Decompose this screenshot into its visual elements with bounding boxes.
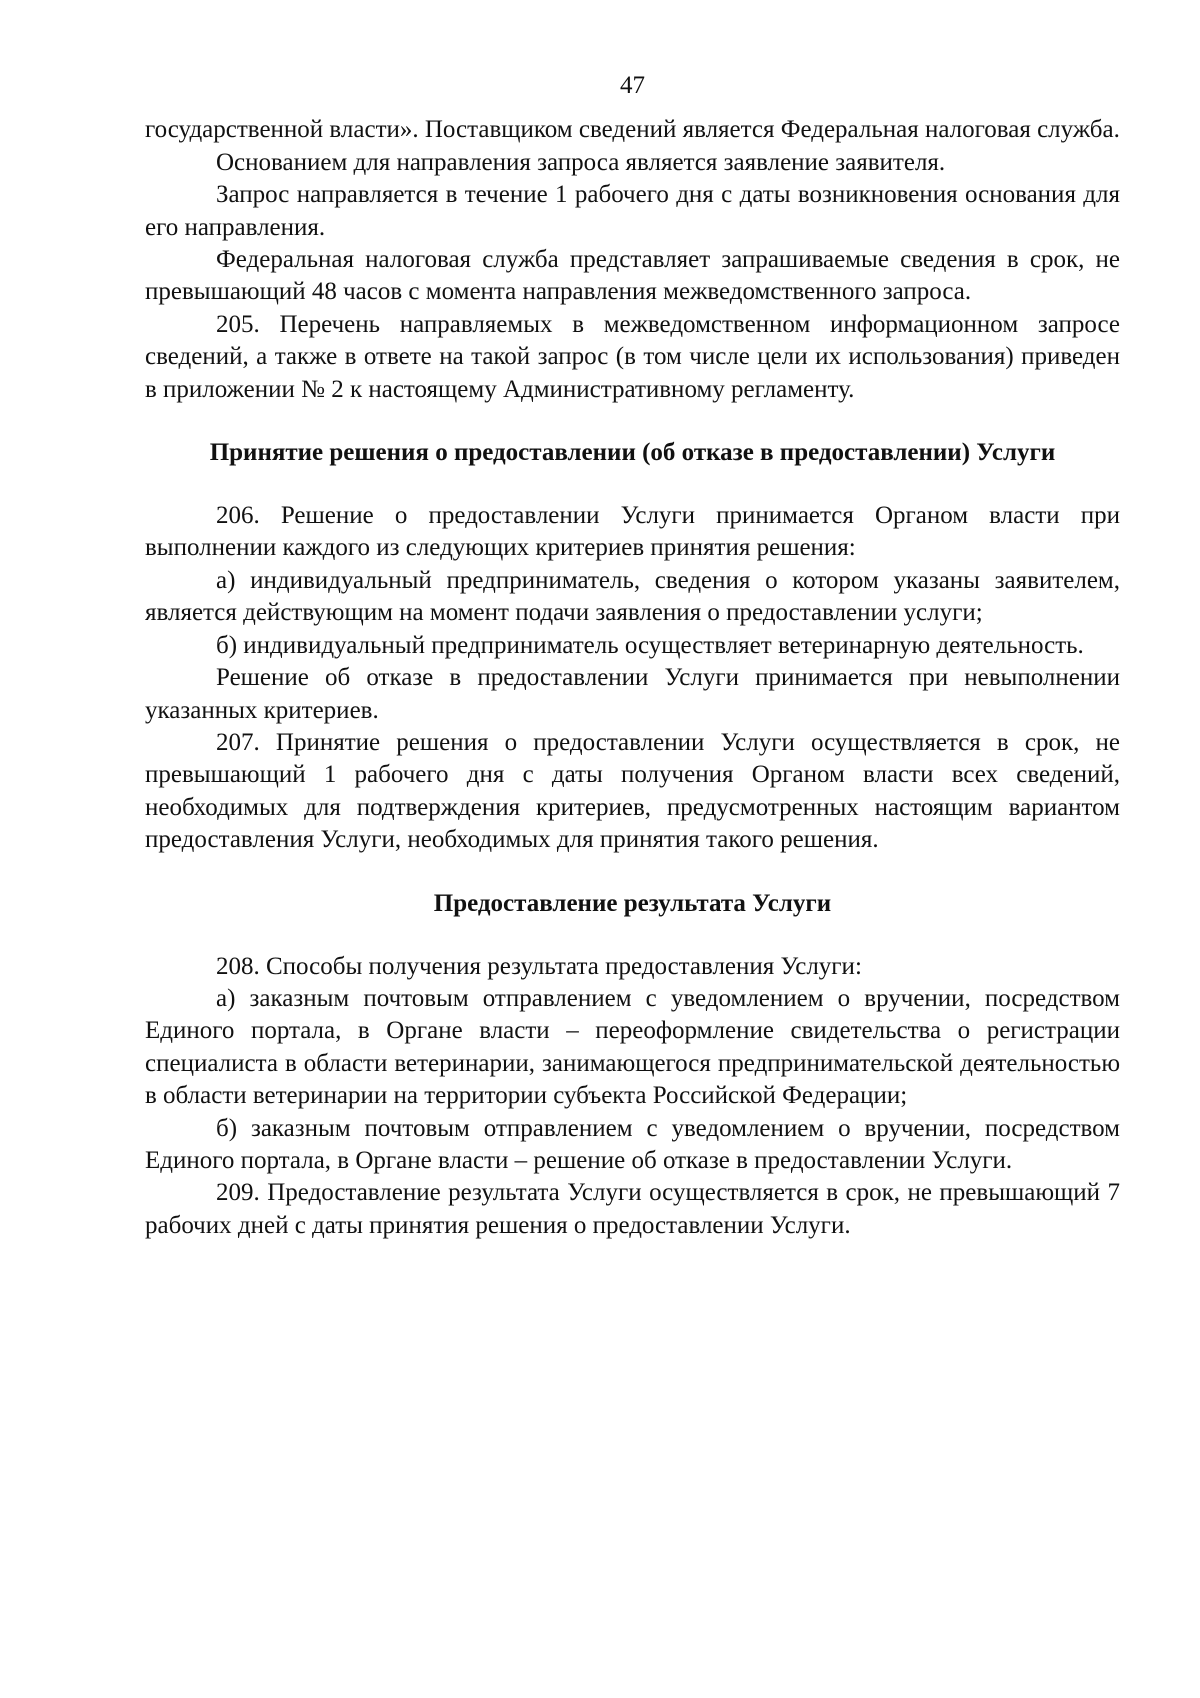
page-number: 47 bbox=[620, 72, 645, 99]
paragraph-209: 209. Предоставление результата Услуги осуществляется в срок, не превышающий 7 рабочих дней с даты принятия решения о предоставлении Услуги. bbox=[145, 1179, 1120, 1239]
paragraph-206-b: б) индивидуальный предприниматель осуществляет ветеринарную деятельность. bbox=[216, 631, 1084, 659]
paragraph-refusal-decision: Решение об отказе в предоставлении Услуги принимается при невыполнении указанных критериев. bbox=[145, 664, 1120, 724]
paragraph-continuation-fns: государственной власти». Поставщиком сведений является Федеральная налоговая служба. bbox=[145, 116, 1120, 144]
paragraph-205: 205. Перечень направляемых в межведомственном информационном запросе сведений, а также в ответе на такой запрос (в том числе цели их использования) приведен в приложении № 2 к настоящему Административному регламенту. bbox=[145, 310, 1120, 403]
paragraph-fns-response: Федеральная налоговая служба представляет запрашиваемые сведения в срок, не превышающий 48 часов с момента направления межведомственного запроса. bbox=[145, 246, 1120, 306]
paragraph-206: 206. Решение о предоставлении Услуги принимается Органом власти при выполнении каждого из следующих критериев принятия решения: bbox=[145, 502, 1120, 562]
paragraph-208: 208. Способы получения результата предоставления Услуги: bbox=[216, 952, 862, 980]
paragraph-206-a: а) индивидуальный предприниматель, сведения о котором указаны заявителем, является действующим на момент подачи заявления о предоставлении услуги; bbox=[145, 566, 1120, 627]
document-page bbox=[145, 70, 1120, 1242]
paragraph-208-a: а) заказным почтовым отправлением с уведомлением о вручении, посредством Единого портала, в Органе власти – переоформление свидетельства о регистрации специалиста в области ветеринарии, занимающегося предпринимательской деятельностью в области ветеринарии на территории субъекта Российской Федерации; bbox=[145, 984, 1120, 1110]
section-heading-result: Предоставление результата Услуги bbox=[433, 889, 832, 917]
paragraph-request-basis: Основанием для направления запроса является заявление заявителя. bbox=[216, 148, 946, 176]
section-heading-decision: Принятие решения о предоставлении (об отказе в предоставлении) Услуги bbox=[209, 439, 1056, 467]
paragraph-request-deadline: Запрос направляется в течение 1 рабочего дня с даты возникновения основания для его направления. bbox=[145, 181, 1120, 241]
paragraph-208-b: б) заказным почтовым отправлением с уведомлением о вручении, посредством Единого портала, в Органе власти – решение об отказе в предоставлении Услуги. bbox=[145, 1114, 1120, 1174]
paragraph-207: 207. Принятие решения о предоставлении Услуги осуществляется в срок, не превышающий 1 рабочего дня с даты получения Органом власти всех сведений, необходимых для подтверждения критериев, предусмотренных настоящим вариантом предоставления Услуги, необходимых для принятия такого решения. bbox=[145, 728, 1120, 854]
